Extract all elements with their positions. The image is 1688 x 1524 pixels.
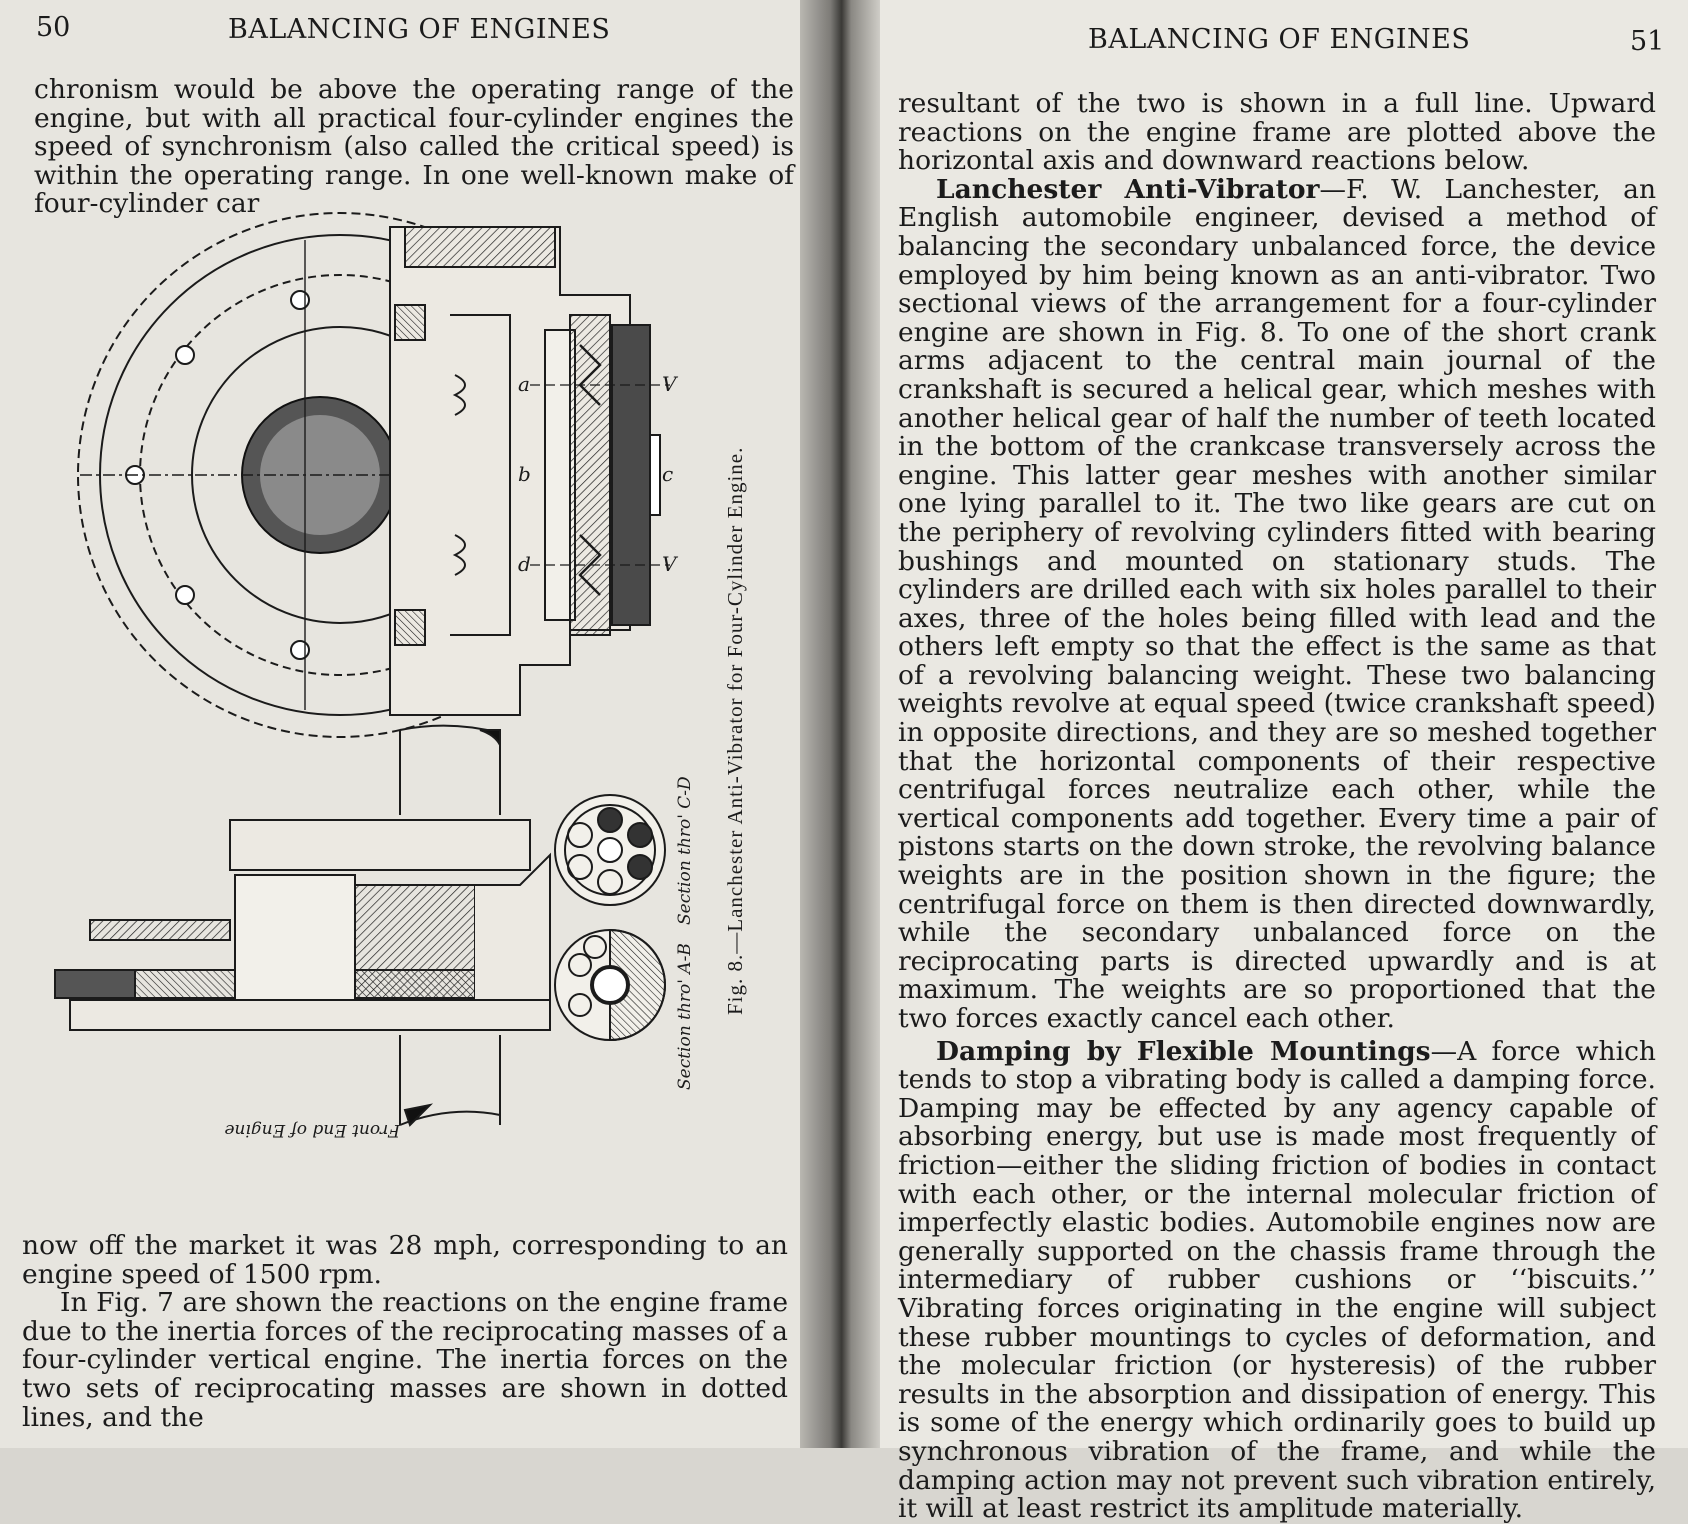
heading-damping: Damping by Flexible Mountings (936, 1035, 1431, 1067)
shaft-upper (400, 726, 500, 815)
right-paragraph-1: resultant of the two is shown in a full line. Upward reactions on the engine frame are plotted above the horizontal axis and downward reactions below. (898, 88, 1656, 177)
lower-bushing (592, 967, 628, 1003)
label-section-cd: Section thro' C-D (675, 776, 695, 925)
running-head-right: BALANCING OF ENGINES (1088, 24, 1471, 55)
bolt-hole-4 (291, 291, 309, 309)
shaft-lower-shading (405, 1105, 430, 1125)
upper-hole-2 (598, 808, 622, 832)
letter-c: c (662, 462, 674, 486)
gear-arm (475, 855, 550, 1015)
end-cap (650, 435, 660, 515)
heading-lanchester: Lanchester Anti-Vibrator (936, 173, 1320, 205)
right-body-text (898, 90, 1656, 1524)
left-bottom-paragraph-1: now off the market it was 28 mph, corresponding to an engine speed of 1500 rpm. (22, 1230, 788, 1290)
label-front-end: Front End of Engine (224, 1120, 400, 1140)
shaft-upper-shading (480, 730, 500, 745)
letter-v-lower: V (662, 552, 677, 576)
right-page (852, 0, 1688, 1524)
side-view-drawing (55, 726, 665, 1125)
book-gutter-shadow (800, 0, 880, 1448)
figure-caption: Fig. 8.—Lanchester Anti-Vibrator for Four-Cylinder Engine. (723, 446, 747, 1015)
left-top-paragraph: chronism would be above the operating range of the engine, but with all practical four-cylinder engines the speed of synchronism (also called the critical speed) is within the operating range. In one well-known make of four-cylinder car (34, 74, 794, 220)
balance-weight-section (612, 325, 650, 625)
left-bottom-paragraph-2: In Fig. 7 are shown the reactions on the engine frame due to the inertia forces of the reciprocating masses of a four-cylinder vertical engine. The inertia forces on the two sets of reciprocating masses are shown in dotted lines, and the (22, 1287, 788, 1433)
upper-bushing (598, 838, 622, 862)
lower-rail (70, 1000, 550, 1030)
helical-gear-section (570, 315, 610, 635)
housing-left (235, 875, 355, 1015)
letter-b: b (518, 462, 531, 486)
letter-a: a (518, 372, 530, 396)
upper-hole-3 (628, 823, 652, 847)
left-top-text (34, 76, 794, 219)
page-number-right: 51 (1630, 26, 1665, 57)
bolt-hole-3 (176, 586, 194, 604)
bolt-hole-5 (291, 641, 309, 659)
left-page (0, 0, 830, 1448)
left-bottom-text (22, 1232, 788, 1432)
upper-bearing-block (230, 820, 530, 870)
upper-hole-4 (628, 855, 652, 879)
flange-hatched (90, 920, 230, 940)
end-view-drawing (78, 213, 670, 737)
stud-upper (395, 305, 425, 340)
page-number-left: 50 (36, 12, 71, 43)
stud-lower (395, 610, 425, 645)
damping-body: —A force which tends to stop a vibrating body is called a damping force. Damping may be effected by any agency capable of absorbing energy, but use is made most frequently of friction—either the sliding friction of bodies in contact with each other, or the internal molecular friction of imperfectly elastic bodies. Automobile engines now are generally supported on the chassis frame through the intermediary of rubber cushions or ‘‘biscuits.’’ Vibrating forces originating in the engine will subject these rubber mountings to cycles of deformation, and the molecular friction (or hysteresis) of the rubber results in the absorption and dissipation of energy. This is some of the energy which ordinarily goes to build up synchronous vibration of the frame, and while the damping action may not prevent such vibration entirely, it will at least restrict its amplitude materially. (898, 1035, 1656, 1524)
crankcase-flange-top (405, 227, 555, 267)
letter-d: d (518, 552, 531, 576)
running-head-left: BALANCING OF ENGINES (228, 14, 611, 45)
bolt-hole-1 (176, 346, 194, 364)
lanchester-body: —F. W. Lanchester, an English automobile engineer, devised a method of balancing the secondary unbalanced force, the device employed by him being known as an anti-vibrator. Two sectional views of the arrangement for a four-cylinder engine are shown in Fig. 8. To one of the short crank arms adjacent to the central main journal of the crankshaft is secured a helical gear, which meshes with another helical gear of half the number of teeth located in the bottom of the crankcase transversely across the engine. This latter gear meshes with another similar one lying parallel to it. The two like gears are cut on the periphery of revolving cylinders fitted with bearing bushings and mounted on stationary studs. The cylinders are drilled each with six holes parallel to their axes, three of the holes being filled with lead and the others left empty so that the effect is the same as that of a revolving balancing weight. These two balancing weights revolve at equal speed (twice crankshaft speed) in opposite directions, and they are so meshed together that the horizontal components of their respective centrifugal forces neutralize each other, while the vertical components add together. Every time a pair of pistons starts on the down stroke, the revolving balance weights are in the position shown in the figure; the centrifugal force on them is then directed downwardly, while the secondary unbalanced force on the reciprocating parts is directed upwardly and is at maximum. The weights are so proportioned that the two forces exactly cancel each other. (898, 173, 1657, 1034)
label-section-ab: Section thro' A-B (675, 943, 695, 1090)
lanchester-figure (50, 235, 790, 1235)
right-paragraph-2 (898, 173, 1657, 1034)
gear-hub-section (355, 885, 475, 1005)
right-paragraph-3 (898, 1035, 1656, 1524)
shaft-end-dark (55, 970, 135, 998)
letter-v-upper: V (662, 372, 677, 396)
